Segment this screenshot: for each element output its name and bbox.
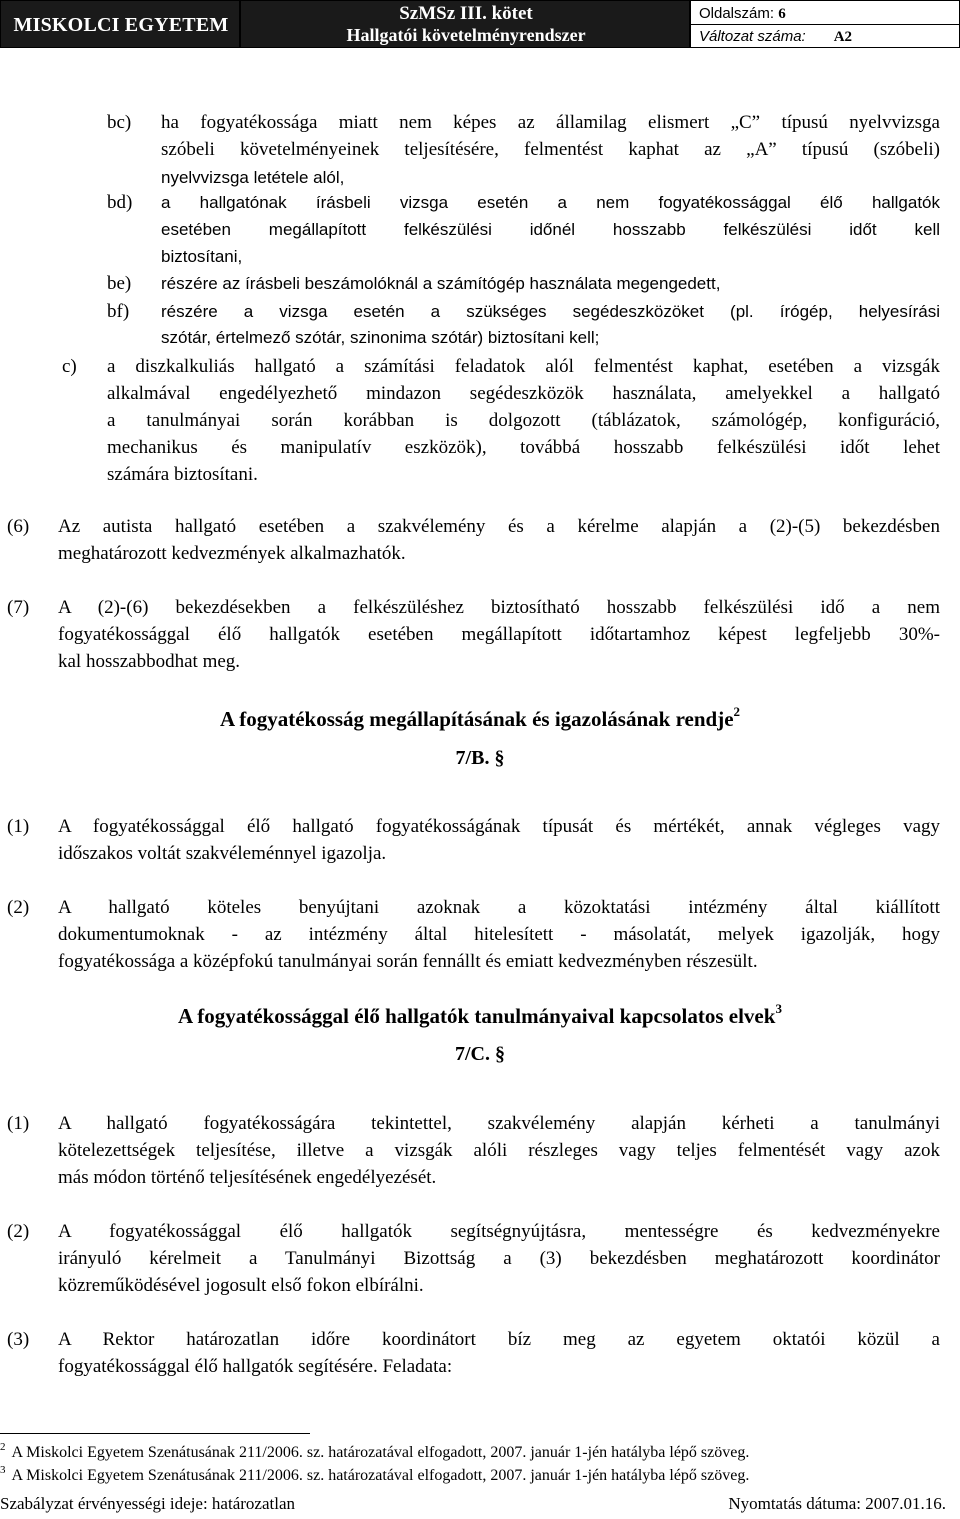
paragraph-label-7: (7) bbox=[7, 597, 30, 618]
page-number-row bbox=[699, 5, 786, 23]
item-bc-line: nyelvvizsga letétele alól, bbox=[161, 168, 345, 187]
footer-print-date: Nyomtatás dátuma: 2007.01.16. bbox=[728, 1494, 946, 1513]
section-b-paragraph-number: 7/B. § bbox=[455, 747, 505, 769]
header-title-box bbox=[240, 0, 690, 48]
footnote-mark: 3 bbox=[0, 1464, 6, 1476]
section-b-heading bbox=[0, 704, 960, 732]
section-b-p2-line: A hallgató köteles benyújtani azoknak a közoktatási intézmény által kiállított bbox=[58, 897, 940, 918]
section-c-p1-line: kötelezettségek teljesítése, illetve a vizsgák alóli részleges vagy teljes felmentését vagy azok bbox=[58, 1140, 940, 1161]
paragraph-7-line: A (2)-(6) bekezdésekben a felkészüléshez biztosítható hosszabb felkészülési idő a nem bbox=[58, 597, 940, 618]
footnote-ref-3: 3 bbox=[775, 1001, 782, 1016]
item-c-line: a tanulmányai során korábban is dolgozott (táblázatok, számológép, konfiguráció, bbox=[107, 410, 940, 431]
footnote-ref-2: 2 bbox=[733, 704, 741, 719]
footnote-text: A Miskolci Egyetem Szenátusának 211/2006. sz. határozatával elfogadott, 2007. január 1-jén hatályba lépő szöveg. bbox=[11, 1467, 750, 1484]
item-bf-line: részére a vizsga esetén a szükséges segédeszközöket (pl. írógép, helyesírási bbox=[161, 302, 940, 321]
section-b-p1-line: időszakos voltát szakvéleménnyel igazolja. bbox=[58, 843, 387, 864]
footnote-text: A Miskolci Egyetem Szenátusának 211/2006. sz. határozatával elfogadott, 2007. január 1-jén hatályba lépő szöveg. bbox=[11, 1444, 750, 1461]
item-bd-line: biztosítani, bbox=[161, 247, 243, 266]
footnote-mark: 2 bbox=[0, 1441, 6, 1453]
paragraph-7-line: fogyatékossággal élő hallgatók esetében megállapított időtartamhoz képest legfeljebb 30%- bbox=[58, 624, 940, 645]
section-b-p2-line: fogyatékossága a középfokú tanulmányai során fennállt és emiatt kedvezményben részesült. bbox=[58, 951, 758, 972]
item-c-line: a diszkalkuliás hallgató a számítási feladatok alól felmentést kaphat, esetében a vizsgák bbox=[107, 356, 940, 377]
section-b-label-1: (1) bbox=[7, 816, 30, 837]
item-c-line: mechanikus és manipulatív eszközök), továbbá hosszabb felkészülési időt lehet bbox=[107, 437, 940, 458]
version-label: Változat száma: bbox=[699, 28, 806, 45]
item-label-bf: bf) bbox=[107, 301, 130, 322]
item-c-line: alkalmával engedélyezhető mindazon segédeszközök használata, amelyekkel a hallgató bbox=[107, 383, 940, 404]
page-label: Oldalszám: bbox=[699, 5, 775, 22]
item-be-line: részére az írásbeli beszámolóknál a számítógép használata megengedett, bbox=[161, 274, 721, 293]
item-bf-line: szótár, értelmező szótár, szinonima szótár) biztosítani kell; bbox=[161, 328, 600, 347]
section-c-paragraph-number: 7/C. § bbox=[455, 1043, 505, 1065]
section-c-p3-line: fogyatékossággal élő hallgatók segítésére. Feladata: bbox=[58, 1356, 453, 1377]
section-c-label-2: (2) bbox=[7, 1221, 30, 1242]
section-c-p2-line: közreműködésével jogosult első fokon elbírálni. bbox=[58, 1275, 424, 1296]
section-c-label-3: (3) bbox=[7, 1329, 30, 1350]
section-c-label-1: (1) bbox=[7, 1113, 30, 1134]
paragraph-6-line: Az autista hallgató esetében a szakvélemény és a kérelme alapján a (2)-(5) bekezdésben bbox=[58, 516, 940, 537]
section-c-p2-line: irányuló kérelmeit a Tanulmányi Bizottság a (3) bekezdésben meghatározott koordinátor bbox=[58, 1248, 940, 1269]
paragraph-7-line: kal hosszabbodhat meg. bbox=[58, 651, 241, 672]
item-label-be: be) bbox=[107, 273, 132, 294]
version-value: A2 bbox=[833, 29, 853, 45]
regulation-title: Hallgatói követelményrendszer bbox=[346, 25, 586, 45]
section-c-p1-line: más módon történő teljesítésének engedélyezését. bbox=[58, 1167, 437, 1188]
section-c-p2-line: A fogyatékossággal élő hallgatók segítségnyújtásra, mentességre és kedvezményekre bbox=[58, 1221, 940, 1242]
section-c-p1-line: A hallgató fogyatékosságára tekintettel, szakvélemény alapján kérheti a tanulmányi bbox=[58, 1113, 940, 1134]
item-bc-line: szóbeli követelményeinek teljesítésére, felmentést kaphat az „A” típusú (szóbeli) bbox=[161, 139, 940, 160]
item-label-c: c) bbox=[62, 356, 77, 377]
university-name: MISKOLCI EGYETEM bbox=[13, 14, 229, 36]
section-b-p1-line: A fogyatékossággal élő hallgató fogyatékosságának típusát és mértékét, annak végleges vagy bbox=[58, 816, 940, 837]
section-b-p2-line: dokumentumoknak - az intézmény által hitelesített - másolatát, melyek igazolják, hogy bbox=[58, 924, 940, 945]
item-bc-line: ha fogyatékossága miatt nem képes az államilag elismert „C” típusú nyelvvizsga bbox=[161, 112, 940, 133]
header-university-box bbox=[0, 0, 240, 48]
item-label-bd: bd) bbox=[107, 192, 133, 213]
section-b-heading-text: A fogyatékosság megállapításának és igazolásának rendje bbox=[219, 707, 734, 731]
item-bd-line: esetében megállapított felkészülési időnél hosszabb felkészülési időt kell bbox=[161, 220, 940, 239]
paragraph-6-line: meghatározott kedvezmények alkalmazhatók. bbox=[58, 543, 406, 564]
footnote bbox=[0, 1464, 749, 1485]
section-c-heading bbox=[0, 1001, 960, 1029]
section-c-heading-text: A fogyatékossággal élő hallgatók tanulmányaival kapcsolatos elvek bbox=[178, 1004, 776, 1028]
page-header bbox=[0, 0, 960, 82]
footnote bbox=[0, 1441, 749, 1462]
section-c-p3-line: A Rektor határozatlan időre koordinátort bíz meg az egyetem oktatói közül a bbox=[58, 1329, 940, 1350]
item-bd-line: a hallgatónak írásbeli vizsga esetén a nem fogyatékossággal élő hallgatók bbox=[161, 193, 940, 212]
header-divider bbox=[690, 24, 960, 25]
paragraph-label-6: (6) bbox=[7, 516, 30, 537]
section-b-label-2: (2) bbox=[7, 897, 30, 918]
volume-title: SzMSz III. kötet bbox=[399, 3, 533, 24]
footer-validity: Szabályzat érvényességi ideje: határozatlan bbox=[0, 1494, 295, 1513]
footnote-separator bbox=[0, 1433, 310, 1434]
item-label-bc: bc) bbox=[107, 112, 132, 133]
item-c-line: számára biztosítani. bbox=[107, 464, 258, 485]
version-row bbox=[699, 28, 852, 46]
page-number: 6 bbox=[778, 6, 786, 22]
